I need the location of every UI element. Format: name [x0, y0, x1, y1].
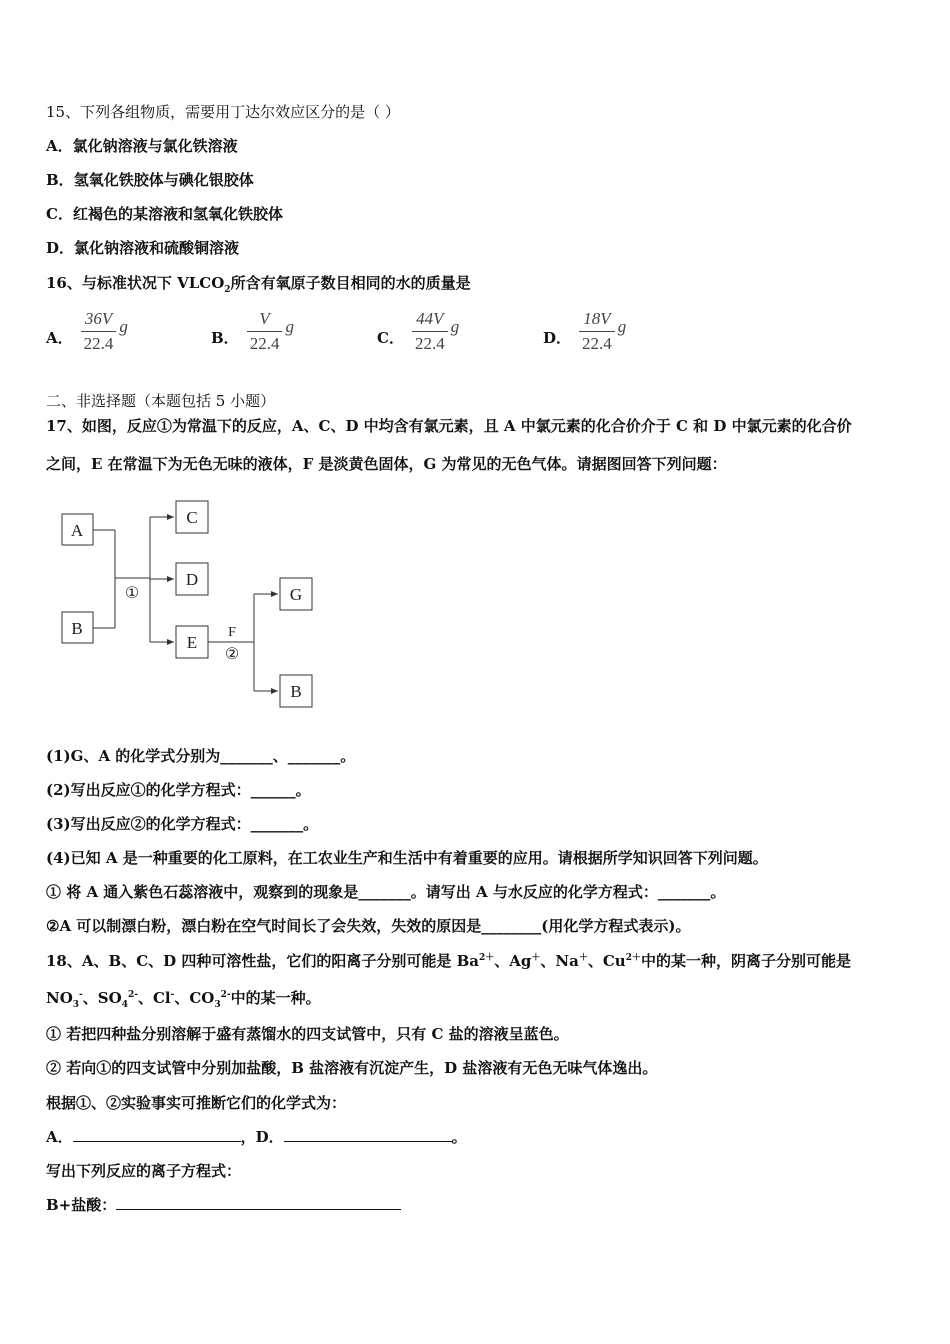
option-label: B． — [211, 328, 239, 347]
q17-sub4a: ① 将 A 通入紫色石蕊溶液中，观察到的现象是_______。请写出 A 与水反应的化学方程式：_______。 — [46, 883, 726, 901]
label-d: ，D． — [240, 1128, 284, 1146]
text: 、Ag — [494, 952, 532, 970]
text: 、Cu — [587, 952, 626, 970]
text: 、Na — [540, 952, 579, 970]
q17-sub3: (3)写出反应②的化学方程式：_______。 — [46, 815, 319, 833]
charge: 2＋ — [478, 953, 495, 963]
q16-stem-pre: 16、与标准状况下 VLCO — [46, 274, 225, 292]
charge: 2＋ — [625, 953, 641, 963]
unit: g — [450, 317, 460, 336]
q17-sub4: (4)已知 A 是一种重要的化工原料，在工农业生产和生活中有着重要的应用。请根据所学知识回答下列问题。 — [46, 849, 768, 867]
charge: ＋ — [578, 953, 588, 963]
unit: g — [285, 317, 294, 336]
box-b-product-label: B — [290, 682, 302, 701]
q16-stem-post: 所含有氧原子数目相同的水的质量是 — [230, 274, 471, 292]
box-a-label: A — [70, 521, 84, 540]
denominator: 22.4 — [582, 333, 612, 353]
subscript: 3 — [214, 1000, 221, 1010]
q17-sub2: (2)写出反应①的化学方程式：______。 — [46, 781, 311, 799]
label-b-hcl: B+盐酸： — [46, 1196, 117, 1214]
q17-sub4b: ②A 可以制漂白粉，漂白粉在空气时间长了会失效，失效的原因是________(用化学方程式表示)。 — [46, 917, 691, 935]
option-text: 氯化钠溶液和硫酸铜溶液 — [74, 239, 240, 257]
answer-blank-b[interactable] — [116, 1195, 401, 1210]
denominator: 22.4 — [414, 333, 445, 353]
option-label: A． — [46, 328, 73, 347]
charge: 2- — [127, 990, 138, 1000]
answer-blank-d[interactable] — [284, 1127, 452, 1142]
subscript: 4 — [121, 1000, 128, 1010]
q17-stem-line1: 17、如图，反应①为常温下的反应，A、C、D 中均含有氯元素，且 A 中氯元素的化合价介于 C 和 D 中氯元素的化合价 — [46, 417, 852, 435]
q18-line3: ① 若把四种盐分别溶解于盛有蒸馏水的四支试管中，只有 C 盐的溶液呈蓝色。 — [46, 1025, 569, 1043]
option-text: 氯化钠溶液与氯化铁溶液 — [72, 137, 238, 155]
section-title: 二、非选择题（本题包括 5 小题） — [46, 392, 276, 410]
box-e-label: E — [186, 633, 198, 652]
label-a: A． — [46, 1128, 73, 1146]
numerator: V — [259, 308, 270, 328]
reagent-f-label: F — [228, 625, 236, 640]
q17-sub1: (1)G、A 的化学式分别为_______、_______。 — [46, 747, 356, 765]
text: NO — [46, 989, 73, 1007]
q18-stem-line1 — [46, 951, 851, 971]
option-label: D． — [543, 328, 572, 347]
answer-blank-a[interactable] — [73, 1127, 241, 1142]
option-label: B． — [46, 171, 74, 189]
charge: - — [170, 990, 175, 1000]
box-g-label: G — [289, 585, 303, 604]
q18-line4: ② 若向①的四支试管中分别加盐酸，B 盐溶液有沉淀产生，D 盐溶液有无色无味气体逸出。 — [46, 1059, 658, 1077]
text: 、SO — [82, 989, 122, 1007]
denominator: 22.4 — [83, 333, 114, 353]
numerator: 36V — [84, 308, 113, 328]
text: 中的某一种。 — [230, 989, 321, 1007]
charge: 2- — [220, 990, 231, 1000]
q18-line7: 写出下列反应的离子方程式： — [46, 1162, 242, 1180]
q17-stem-line2: 之间，E 在常温下为无色无味的液体，F 是淡黄色固体，G 为常见的无色气体。请据图回答下列问题： — [46, 455, 727, 473]
option-label: C． — [377, 328, 404, 347]
text: 、CO — [174, 989, 215, 1007]
text: 中的某一种，阴离子分别可能是 — [640, 952, 851, 970]
reaction-2-label: ② — [224, 646, 240, 663]
q18-line8 — [46, 1195, 401, 1215]
unit: g — [119, 317, 128, 336]
reaction-1-label: ① — [124, 585, 140, 602]
option-text: 氢氧化铁胶体与碘化银胶体 — [73, 171, 254, 189]
charge: - — [79, 990, 83, 1000]
q18-stem-line2 — [46, 988, 321, 1008]
numerator: 44V — [416, 308, 444, 328]
period: 。 — [451, 1128, 467, 1146]
option-label: A． — [46, 137, 73, 155]
option-label: D． — [46, 239, 75, 257]
unit: g — [617, 317, 627, 336]
charge: ＋ — [531, 953, 541, 963]
q18-line6 — [46, 1127, 467, 1147]
option-label: C． — [46, 205, 73, 223]
q16-stem-sub: 2 — [224, 285, 231, 295]
denominator: 22.4 — [249, 333, 280, 353]
text: 、Cl — [137, 989, 171, 1007]
numerator: 18V — [583, 308, 611, 328]
box-d-label: D — [185, 570, 199, 589]
text: 18、A、B、C、D 四种可溶性盐，它们的阳离子分别可能是 Ba — [46, 952, 479, 970]
q18-line5: 根据①、②实验事实可推断它们的化学式为： — [46, 1094, 347, 1112]
option-text: 红褐色的某溶液和氢氧化铁胶体 — [72, 205, 283, 223]
box-c-label: C — [186, 508, 198, 527]
box-b-label: B — [71, 619, 83, 638]
q15-stem: 15、下列各组物质，需要用丁达尔效应区分的是（ ） — [46, 103, 400, 121]
subscript: 3 — [72, 1000, 80, 1010]
